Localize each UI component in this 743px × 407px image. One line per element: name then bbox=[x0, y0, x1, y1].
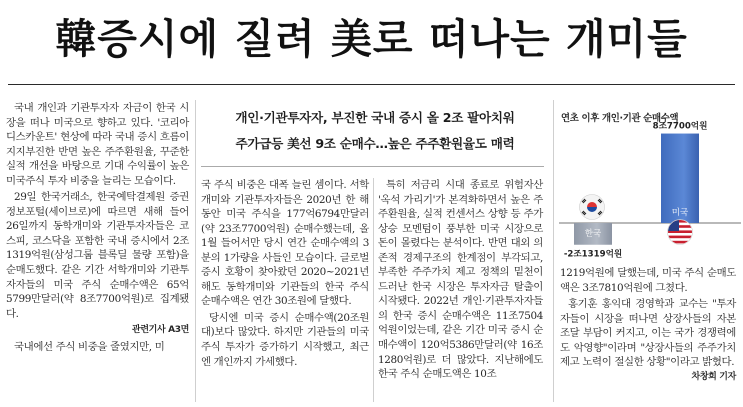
chart-canvas bbox=[555, 100, 743, 265]
data-label: -2조1319억원 bbox=[563, 249, 623, 260]
subheadline-line-2: 주가급등 美선 9조 순매수…높은 주주환원율도 매력 bbox=[235, 136, 515, 151]
subheadline bbox=[200, 105, 550, 157]
paragraph: 국 주식 비중은 대폭 늘린 셈이다. 서학개미와 기관투자자들은 2020년 한 해 동안 미국 주식을 177억6794만달러(약 23조7700억원) 순매수했는데, 올 1월 들어서만 당시 연간 순매수액의 3분의 1가량을 사들인 모습이다. 글로벌 증시 호황이 찾아왔던 2020~2021년 해도 동학개미와 기관들의 한국 주식 순매수액은 연간 30조원에 달했다. bbox=[201, 179, 369, 308]
category-label: 미국 bbox=[671, 208, 689, 218]
article-column-2 bbox=[201, 178, 369, 371]
byline: 차창희 기자 bbox=[691, 371, 736, 382]
column-divider bbox=[373, 178, 374, 402]
paragraph-text: 홍기훈 홍익대 경영학과 교수는 "투자자들이 시장을 떠나면 상장사들의 자본 조달 부담이 커지고, 이는 국가 경쟁력에도 악영향"이라며 "상장사들의 주주가치 제고 노력이 절실한 상황"이라고 밝혔다. bbox=[560, 298, 736, 369]
paragraph: 특히 저금리 시대 종료로 위험자산 '옥석 가리기'가 본격화하면서 높은 주주환원율, 실적 컨센서스 상향 등 주가 상승 모멘텀이 풍부한 미국 시장으로 돈이 몰렸다는 분석이다. 반면 대외 의존적 경제구조의 한계점이 부각되고, 부족한 주주가치 제고 정책의 밑천이 드러난 한국 시장은 투자자금 탈출이 시작됐다. 2022년 개인·기관투자자들의 한국 증시 순매수액은 11조7504억원이었는데, 같은 기간 미국 증시 순매수액이 120억5386만달러(약 16조1280억원)로 더 많았다. 지난해에도 한국 주식 순매도액은 10조 bbox=[378, 179, 543, 381]
column-divider bbox=[195, 100, 196, 402]
article-column-1 bbox=[6, 101, 189, 356]
column-divider bbox=[553, 100, 554, 402]
data-label: 8조7700억원 bbox=[652, 121, 708, 132]
paragraph: 당시엔 미국 증시 순매수액(20조원대)보다 많았다. 하지만 기관들의 미국 주식 투자가 증가하기 시작했고, 최근엔 개인까지 가세했다. bbox=[201, 311, 369, 368]
subheadline-rule bbox=[201, 166, 544, 167]
paragraph: 국내에선 주식 비중을 줄였지만, 미 bbox=[14, 340, 165, 353]
paragraph: 국내 개인과 기관투자자 자금이 한국 시장을 떠나 미국으로 향하고 있다. '코리아 디스카운트' 현상에 따라 국내 증시 흐름이 지지부진한 반면 높은 주주환원율, 꾸준한 실적 개선을 바탕으로 기대 수익률이 높은 미국주식 투자 비중을 늘리는 모습이다. bbox=[6, 102, 189, 187]
paragraph: 29일 한국거래소, 한국예탁결제원 증권정보포털(세이브로)에 따르면 새해 들어 26일까지 동학개미와 기관투자자들은 코스피, 코스닥을 포함한 국내 증시에서 2조1319억원(삼성그룹 블록딜 물량 포함)을 순매도했다. 같은 기간 서학개미와 기관투자자들의 미국 주식 순매수액은 65억5799만달러(약 8조7700억원)로 집계됐다. bbox=[6, 191, 189, 320]
paragraph bbox=[560, 297, 736, 382]
category-label: 한국 bbox=[584, 229, 602, 239]
usa-flag-icon bbox=[667, 220, 693, 245]
headline: 韓증시에 질려 美로 떠나는 개미들 bbox=[55, 15, 688, 63]
headline-rule bbox=[8, 84, 735, 85]
paragraph: 1219억원에 달했는데, 미국 주식 순매도액은 3조7810억원에 그쳤다. bbox=[560, 267, 736, 294]
net-purchase-chart bbox=[555, 100, 743, 265]
subheadline-line-1: 개인·기관투자자, 부진한 국내 증시 올 2조 팔아치워 bbox=[235, 110, 515, 125]
article-column-4 bbox=[560, 266, 736, 384]
korea-flag-icon bbox=[580, 195, 605, 220]
article-column-3 bbox=[378, 178, 543, 384]
related-article-ref: 관련기사 A3면 bbox=[131, 325, 189, 336]
chart-title: 연초 이후 개인·기관 순매수액 bbox=[561, 113, 679, 124]
